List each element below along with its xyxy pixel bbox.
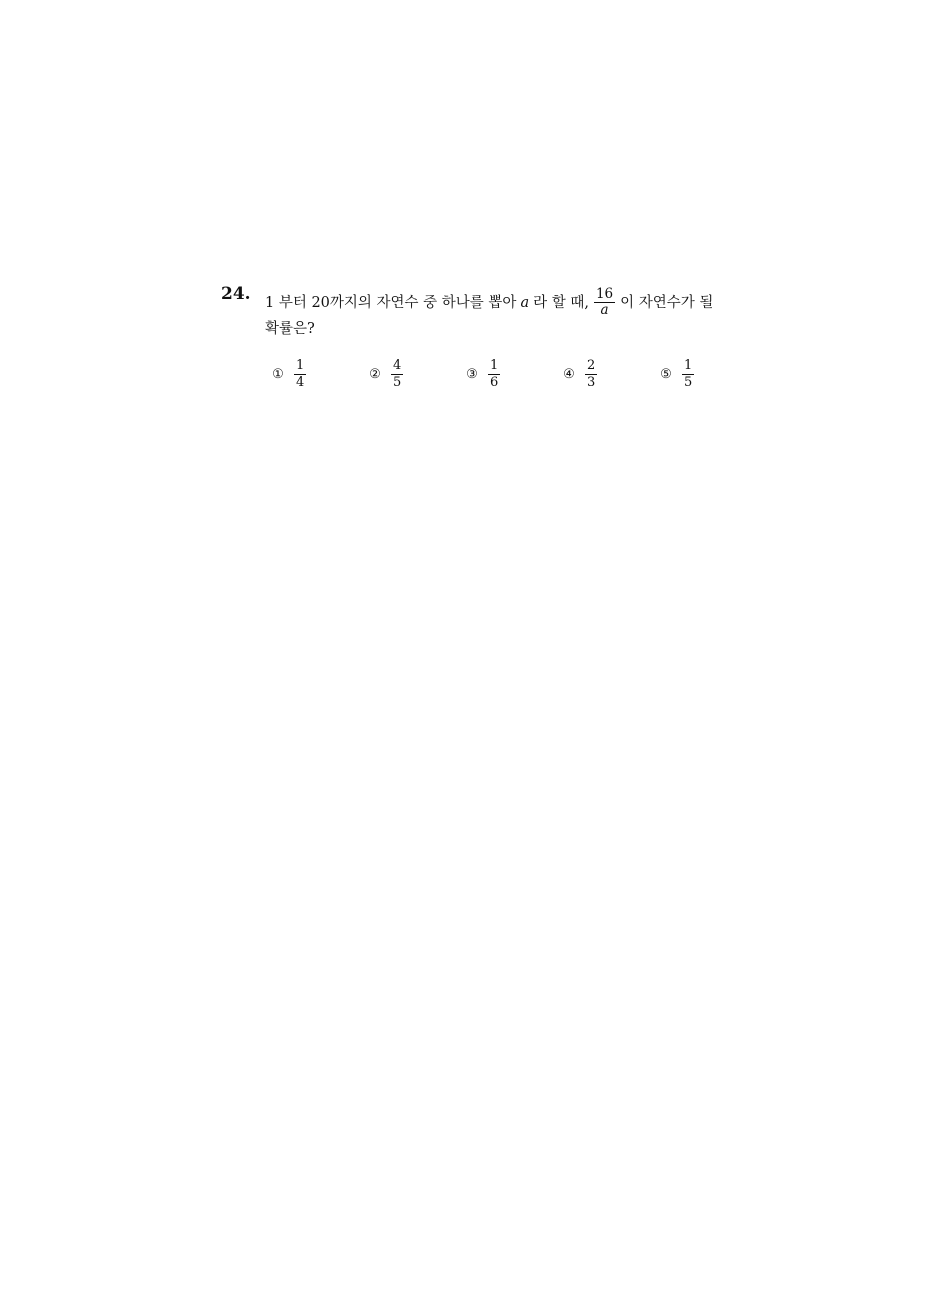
choice-3[interactable] (464, 358, 500, 391)
question-number: 24. (221, 284, 251, 304)
choice-marker: ③ (466, 367, 478, 382)
question-stem (265, 287, 745, 342)
fraction-denominator: a (600, 302, 609, 318)
choice-numerator: 2 (587, 358, 596, 373)
choice-denominator: 3 (587, 375, 596, 390)
choice-1[interactable] (270, 358, 306, 391)
choice-numerator: 1 (684, 358, 693, 373)
question-line-1 (265, 287, 745, 318)
choice-numerator: 1 (296, 358, 305, 373)
choice-numerator: 4 (393, 358, 402, 373)
question-text-part3: 이 자연수가 될 (620, 294, 714, 311)
answer-choices (270, 358, 750, 398)
choice-marker: ⑤ (660, 367, 672, 382)
choice-denominator: 5 (393, 375, 402, 390)
fraction-numerator: 16 (595, 286, 614, 302)
choice-numerator: 1 (490, 358, 499, 373)
choice-fraction (585, 358, 597, 391)
choice-fraction (488, 358, 500, 391)
inline-fraction (594, 287, 615, 318)
choice-marker: ④ (563, 367, 575, 382)
question-text-part2: 라 할 때, (533, 294, 589, 311)
choice-2[interactable] (367, 358, 403, 391)
choice-denominator: 5 (684, 375, 693, 390)
choice-marker: ① (272, 367, 284, 382)
choice-5[interactable] (658, 358, 694, 391)
choice-fraction (682, 358, 694, 391)
question-line-2: 확률은? (265, 321, 315, 337)
choice-denominator: 4 (296, 375, 305, 390)
choice-denominator: 6 (490, 375, 499, 390)
variable-a: a (520, 294, 530, 311)
choice-fraction (391, 358, 403, 391)
choice-4[interactable] (561, 358, 597, 391)
question-text-part1: 1 부터 20까지의 자연수 중 하나를 뽑아 (265, 294, 517, 311)
choice-fraction (294, 358, 306, 391)
choice-marker: ② (369, 367, 381, 382)
